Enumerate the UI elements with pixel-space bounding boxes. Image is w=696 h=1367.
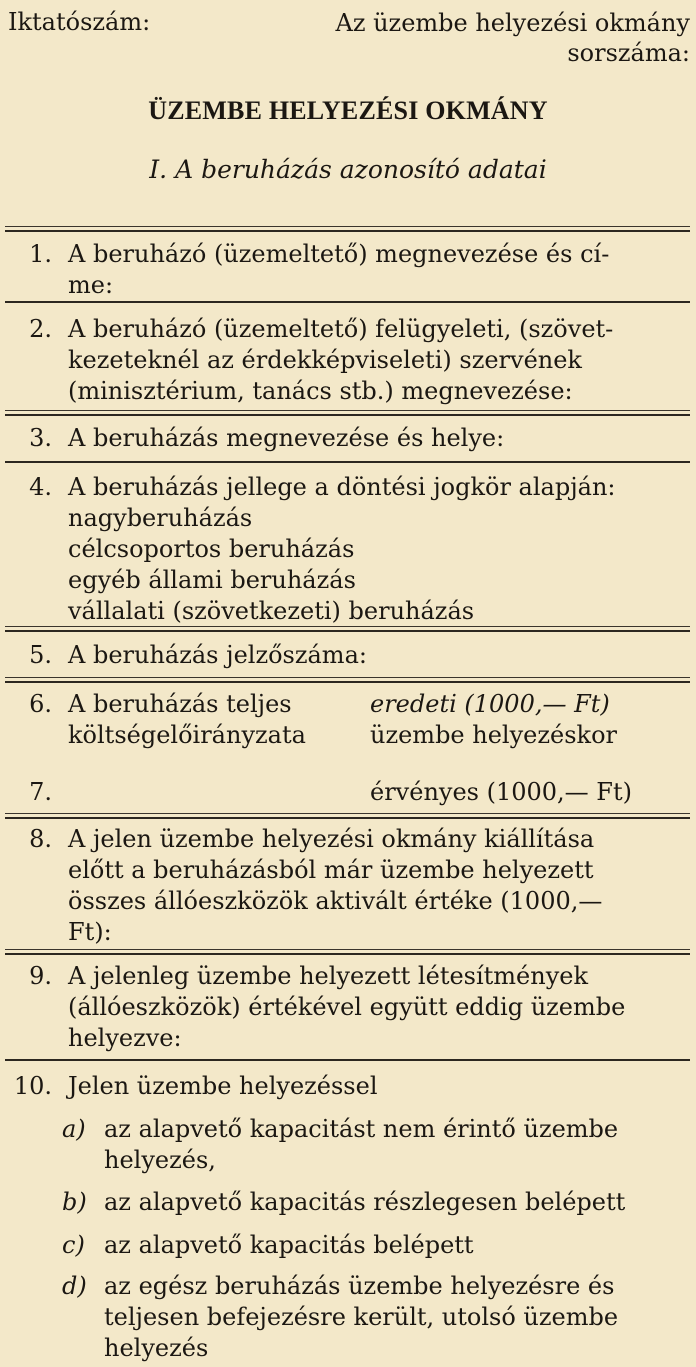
item-text: [68, 961, 690, 1054]
item-number: 5.: [29, 641, 52, 669]
option-line: vállalati (szövetkezeti) beruházás: [68, 597, 475, 625]
option-d: [62, 1271, 690, 1362]
divider: [5, 677, 690, 683]
option-b: [62, 1187, 690, 1218]
valid-cost-label: érvényes (1000,— Ft): [370, 778, 632, 806]
option-letter: d): [62, 1272, 87, 1300]
option-text: [104, 1187, 690, 1218]
option-text: [104, 1230, 690, 1261]
item-text-line: előtt a beruházásból már üzembe helyezett: [68, 856, 594, 884]
item-text-line: A beruházás teljes: [68, 690, 292, 718]
divider: [5, 461, 690, 463]
divider: [5, 226, 690, 232]
item-text: [68, 314, 690, 407]
divider: [5, 301, 690, 303]
page-title: ÜZEMBE HELYEZÉSI OKMÁNY: [148, 96, 548, 125]
item-number: 1.: [29, 240, 52, 268]
option-text: [104, 1114, 690, 1176]
item-text-line: Ft):: [68, 918, 112, 946]
item-text-line: helyezve:: [68, 1024, 182, 1052]
document-serial-label: [335, 8, 690, 68]
option-letter: a): [62, 1115, 86, 1143]
divider: [5, 1059, 690, 1061]
item-text: [68, 640, 690, 671]
option-letter: c): [62, 1231, 85, 1259]
item-text-line: A beruházás megnevezése és helye:: [68, 424, 505, 452]
option-c: [62, 1230, 690, 1261]
option-a: [62, 1114, 690, 1174]
option-line: nagyberuházás: [68, 504, 253, 532]
item-text-line: A beruházás jelzőszáma:: [68, 641, 367, 669]
item-text-line: költségelőirányzata: [68, 721, 306, 749]
item-text-line: A beruházás jellege a döntési jogkör alapján:: [68, 473, 616, 501]
item-text-line: A jelen üzembe helyezési okmány kiállítása: [68, 825, 595, 853]
option-text-line: az alapvető kapacitás belépett: [104, 1231, 474, 1259]
divider: [5, 949, 690, 955]
item-text-line: me:: [68, 271, 114, 299]
item-text: [68, 824, 690, 948]
item-text-line: A beruházó (üzemeltető) megnevezése és cí-: [68, 240, 610, 268]
item-number: 9.: [29, 962, 52, 990]
option-text: [104, 1271, 690, 1364]
at-commissioning-label: üzembe helyezéskor: [370, 721, 617, 749]
item-number: 2.: [29, 315, 52, 343]
original-cost-label: eredeti (1000,— Ft): [370, 690, 610, 718]
item-text-line: A beruházó (üzemeltető) felügyeleti, (szövet-: [68, 315, 614, 343]
item-text-line: (minisztérium, tanács stb.) megnevezése:: [68, 377, 573, 405]
section-title: I. A beruházás azonosító adatai: [149, 155, 547, 184]
divider: [5, 410, 690, 416]
document-serial-label-line1: Az üzembe helyezési okmány: [335, 9, 690, 37]
item-text-line: A jelenleg üzembe helyezett létesítmények: [68, 962, 589, 990]
option-text-line: az egész beruházás üzembe helyezésre és: [104, 1272, 615, 1300]
item-number: 6.: [29, 690, 52, 718]
item-text: [68, 472, 690, 627]
item-number: 7.: [29, 778, 52, 806]
item-text: [68, 239, 690, 301]
document-serial-label-line2: sorszáma:: [567, 39, 690, 67]
option-line: célcsoportos beruházás: [68, 535, 355, 563]
option-text-line: az alapvető kapacitást nem érintő üzembe: [104, 1115, 619, 1143]
option-text-line: helyezés,: [104, 1146, 216, 1174]
option-letter: b): [62, 1188, 87, 1216]
registration-number-label: Iktatószám:: [8, 8, 151, 36]
item-number: 4.: [29, 473, 52, 501]
option-text-line: teljesen befejezésre került, utolsó üzembe: [104, 1303, 619, 1331]
item-number: 10.: [13, 1072, 52, 1100]
item-text-line: összes állóeszközök aktivált értéke (1000,—: [68, 887, 603, 915]
item-number: 8.: [29, 825, 52, 853]
item-text: [68, 689, 356, 751]
item-text: Jelen üzembe helyezéssel: [68, 1072, 378, 1100]
cost-column: [370, 689, 690, 751]
item-text-line: (állóeszközök) értékével együtt eddig üzembe: [68, 993, 626, 1021]
option-text-line: az alapvető kapacitás részlegesen belépett: [104, 1188, 626, 1216]
option-text-line: helyezés: [104, 1334, 209, 1362]
item-text: [68, 423, 690, 454]
item-text-line: kezeteknél az érdekképviseleti) szervének: [68, 346, 582, 374]
option-line: egyéb állami beruházás: [68, 566, 356, 594]
divider: [5, 813, 690, 819]
item-number: 3.: [29, 424, 52, 452]
